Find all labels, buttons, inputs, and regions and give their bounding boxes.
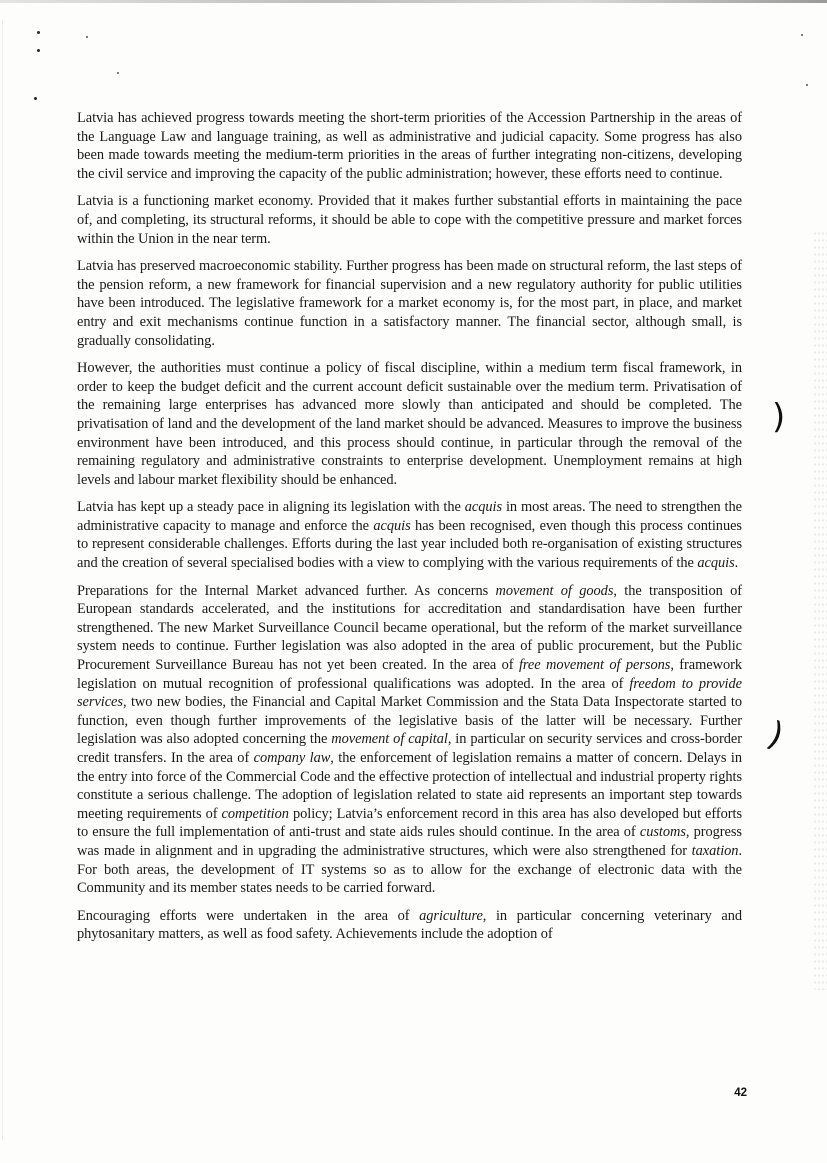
text-run: Latvia has achieved progress towards meeting the short-term priorities of the Accession Partnership in the areas of the Language Law and language training, as well as administrative and judicial capacity. Some progress has also been made towards meeting the medium-term priorities in the areas of further integrating non-citizens, developing the civil service and improving the capacity of the public administration; however, these efforts need to continue. bbox=[77, 110, 742, 182]
scan-left-edge bbox=[2, 20, 3, 1140]
italic-term: acquis bbox=[697, 555, 735, 572]
text-run: . For both areas, the development of IT systems so as to allow for the exchange of electronic data with the Community and its member states needs to be carried forward. bbox=[77, 842, 742, 897]
text-run: , progress was made in alignment and in upgrading the administrative structures, which were also strengthened for bbox=[77, 824, 742, 859]
italic-term: freedom to provide services bbox=[77, 675, 742, 711]
paragraph bbox=[77, 109, 742, 183]
text-run: has been recognised, even though this process continues to represent considerable challenges. Efforts during the last year included both re-organisation of existing structures and the creation of several specialised bodies with a view to complying with the various requirements of the bbox=[77, 517, 742, 572]
text-run: Encouraging efforts were undertaken in the area of bbox=[77, 907, 420, 924]
text-run: in most areas. The need to strengthen the administrative capacity to manage and enforce the bbox=[77, 499, 742, 534]
scan-speck bbox=[86, 36, 88, 38]
scan-edge-noise bbox=[813, 230, 827, 990]
italic-term: competition bbox=[221, 805, 289, 822]
scan-speck bbox=[801, 34, 803, 36]
italic-term: company law bbox=[253, 750, 331, 766]
page-number: 42 bbox=[734, 1087, 747, 1099]
paragraph bbox=[77, 498, 742, 572]
paragraph bbox=[77, 257, 742, 350]
italic-term: movement of capital bbox=[331, 731, 448, 748]
paragraph bbox=[77, 582, 742, 898]
text-run: However, the authorities must continue a policy of fiscal discipline, within a medium term fiscal framework, in order to keep the budget deficit and the current account deficit sustainable over the medium term. Privatisation of the remaining large enterprises has advanced more slowly than anticipated and should be completed. The privatisation of land and the development of the land market should be advanced. Measures to improve the business environment have been introduced, and this process should continue, in particular through the removal of the remaining regulatory and administrative constraints to enterprise development. Unemployment remains at high levels and labour market flexibility should be enhanced. bbox=[77, 360, 742, 488]
scan-speck bbox=[34, 97, 37, 100]
paragraph bbox=[77, 359, 742, 489]
italic-term: taxation bbox=[691, 842, 739, 859]
italic-term: movement of goods bbox=[495, 582, 614, 599]
text-run: , the transposition of European standards accelerated, and the institutions for accreditation and standardisation have been further strengthened. The new Market Surveillance Council became operational, but the reform of the market surveillance system needs to continue. Further legislation was also adopted in the area of public procurement, but the Public Procurement Surveillance Bureau has not yet been created. In the area of bbox=[77, 582, 742, 674]
text-run: , in particular on security services and cross-border credit transfers. In the area of bbox=[77, 731, 743, 766]
italic-term: customs bbox=[639, 824, 686, 841]
text-run: Preparations for the Internal Market advanced further. As concerns bbox=[77, 582, 496, 599]
paragraph bbox=[77, 907, 742, 944]
text-run: , the enforcement of legislation remains a matter of concern. Delays in the entry into force of the Commercial Code and the effective protection of intellectual and industrial property rights constitute a serious challenge. The adoption of legislation related to state aid represents an important step towards meeting requirements of bbox=[77, 750, 742, 822]
text-run: Latvia has preserved macroeconomic stability. Further progress has been made on structural reform, the last steps of the pension reform, a new framework for financial supervision and a new regulatory authority for public utilities have been introduced. The legislative framework for a market economy is, for the most part, in place, and market entry and exit mechanisms continue function in a satisfactory manner. The financial sector, although small, is gradually consolidating. bbox=[77, 258, 742, 349]
body-text bbox=[77, 109, 742, 953]
text-run: , in particular concerning veterinary and phytosanitary matters, as well as food safety. Achievements include the adoption of bbox=[77, 907, 742, 943]
text-run: . bbox=[734, 555, 739, 572]
paragraph bbox=[77, 192, 742, 248]
text-run: , framework legislation on mutual recognition of professional qualifications was adopted. In the area of bbox=[77, 657, 742, 692]
italic-term: acquis bbox=[373, 517, 411, 534]
italic-term: free movement of persons bbox=[518, 657, 671, 674]
scan-speck bbox=[117, 72, 119, 74]
scan-top-edge bbox=[0, 0, 827, 3]
italic-term: agriculture bbox=[419, 907, 483, 924]
scan-speck bbox=[37, 49, 40, 52]
binder-hole-mark-lower: ) bbox=[762, 713, 789, 757]
scan-speck bbox=[806, 84, 808, 86]
text-run: Latvia is a functioning market economy. Provided that it makes further substantial efforts in maintaining the pace of, and completing, its structural reforms, it should be able to cope with the competitive pressure and market forces within the Union in the near term. bbox=[77, 193, 742, 247]
italic-term: acquis bbox=[464, 499, 503, 516]
binder-hole-mark-upper: ) bbox=[772, 397, 786, 437]
text-run: , two new bodies, the Financial and Capital Market Commission and the Stata Data Inspectorate started to function, even though further improvements of the legislative basis of the latter will be necessary. Further legislation was also adopted concerning the bbox=[77, 694, 742, 748]
text-run: policy; Latvia’s enforcement record in this area has also developed but efforts to ensure the full implementation of anti-trust and state aids rules should continue. In the area of bbox=[77, 805, 742, 841]
text-run: Latvia has kept up a steady pace in aligning its legislation with the bbox=[77, 499, 465, 516]
scan-speck bbox=[37, 31, 40, 34]
